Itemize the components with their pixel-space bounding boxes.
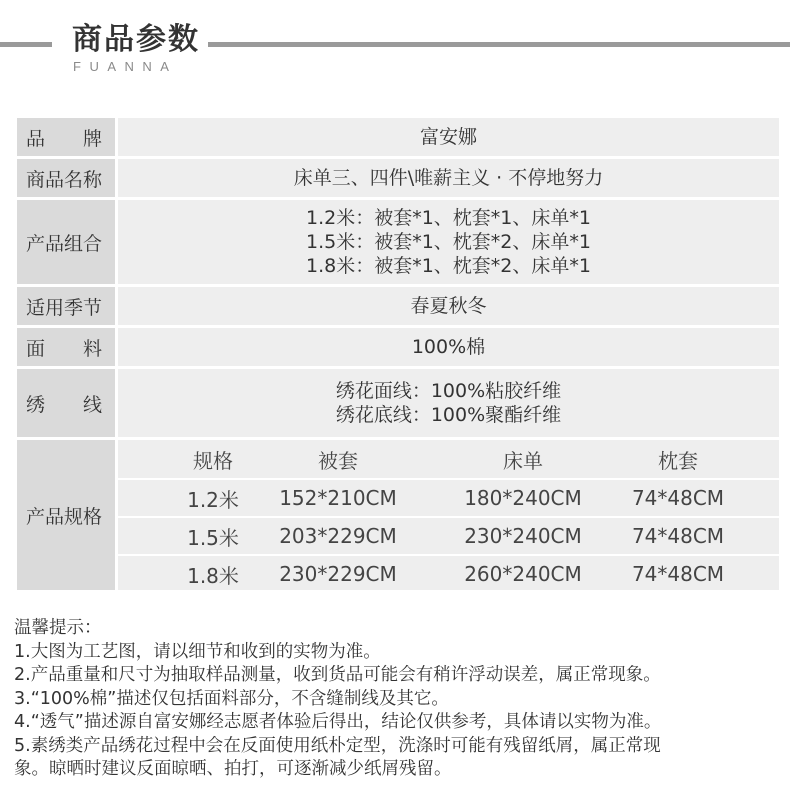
param-value-line: 1.5米：被套*1、枕套*2、床单*1: [306, 231, 591, 253]
spec-header-row: [118, 440, 779, 478]
spec-column-header: 被套: [318, 448, 358, 473]
param-label: 适用季节: [17, 287, 115, 325]
header-rule-right: [208, 42, 790, 47]
param-row-spec: [17, 440, 779, 590]
spec-column-header: 枕套: [658, 448, 698, 473]
spec-cell: 74*48CM: [631, 486, 725, 510]
params-table: [17, 118, 779, 590]
param-label: 商品名称: [17, 159, 115, 197]
notes-heading: 温馨提示：: [14, 618, 102, 638]
note-line: 象。晾晒时建议反面晾晒、拍打，可逐渐减少纸屑残留。: [14, 759, 452, 779]
spec-cell: 1.8米: [187, 563, 239, 588]
note-line: 5.素绣类产品绣花过程中会在反面使用纸朴定型，洗涤时可能有残留纸屑，属正常现: [14, 735, 661, 756]
param-label: 品 牌: [17, 118, 115, 156]
param-value-line: 100%棉: [411, 336, 486, 358]
param-label: 面 料: [17, 328, 115, 366]
spec-cell: 1.5米: [187, 525, 239, 550]
page-title: 商品参数: [72, 22, 200, 57]
note-line: 1.大图为工艺图，请以细节和收到的实物为准。: [14, 641, 381, 662]
spec-cell: 74*48CM: [631, 524, 725, 548]
spec-row: [118, 556, 779, 592]
param-row-thread: [17, 369, 779, 437]
param-value: [118, 118, 779, 156]
param-value: [118, 287, 779, 325]
note-line: 3.“100%棉”描述仅包括面料部分，不含缝制线及其它。: [14, 688, 449, 709]
param-row-product-name: [17, 159, 779, 197]
param-value-line: 富安娜: [419, 126, 477, 148]
header-rule-left: [0, 42, 52, 47]
spec-column-header: 床单: [503, 448, 543, 473]
note-line: 2.产品重量和尺寸为抽取样品测量，收到货品可能会有稍许浮动误差，属正常现象。: [14, 665, 661, 685]
param-value-line: 床单三、四件\唯薪主义 · 不停地努力: [293, 167, 604, 189]
notes-section: [14, 617, 784, 782]
note-line: 4.“透气”描述源自富安娜经志愿者体验后得出，结论仅供参考，具体请以实物为准。: [14, 712, 662, 732]
section-header: [0, 0, 790, 90]
param-value-line: 1.8米：被套*1、枕套*2、床单*1: [306, 255, 591, 277]
spec-cell: 260*240CM: [464, 562, 582, 586]
spec-cell: 230*229CM: [279, 562, 397, 586]
spec-cell: 180*240CM: [464, 486, 582, 510]
param-row-brand: [17, 118, 779, 156]
brand-subtitle: FUANNA: [73, 59, 178, 74]
param-row-combination: [17, 200, 779, 284]
param-value: [118, 159, 779, 197]
param-value: [118, 328, 779, 366]
param-row-season: [17, 287, 779, 325]
param-value-line: 1.2米：被套*1、枕套*1、床单*1: [306, 207, 591, 229]
param-label: 产品组合: [17, 200, 115, 284]
param-value-line: 绣花面线：100%粘胶纤维: [335, 380, 562, 402]
param-row-fabric: [17, 328, 779, 366]
param-label: 产品规格: [17, 440, 115, 590]
param-value-line: 春夏秋冬: [410, 295, 487, 317]
spec-cell: 203*229CM: [279, 524, 397, 548]
param-value-line: 绣花底线：100%聚酯纤维: [335, 404, 562, 426]
spec-column-header: 规格: [193, 448, 233, 473]
spec-cell: 74*48CM: [631, 562, 725, 586]
spec-cell: 1.2米: [187, 487, 239, 512]
spec-row: [118, 480, 779, 516]
spec-cell: 152*210CM: [279, 486, 397, 510]
spec-cell: 230*240CM: [464, 524, 582, 548]
param-value: [118, 200, 779, 284]
param-value: [118, 369, 779, 437]
param-label: 绣 线: [17, 369, 115, 437]
spec-table: [118, 440, 779, 590]
spec-row: [118, 518, 779, 554]
